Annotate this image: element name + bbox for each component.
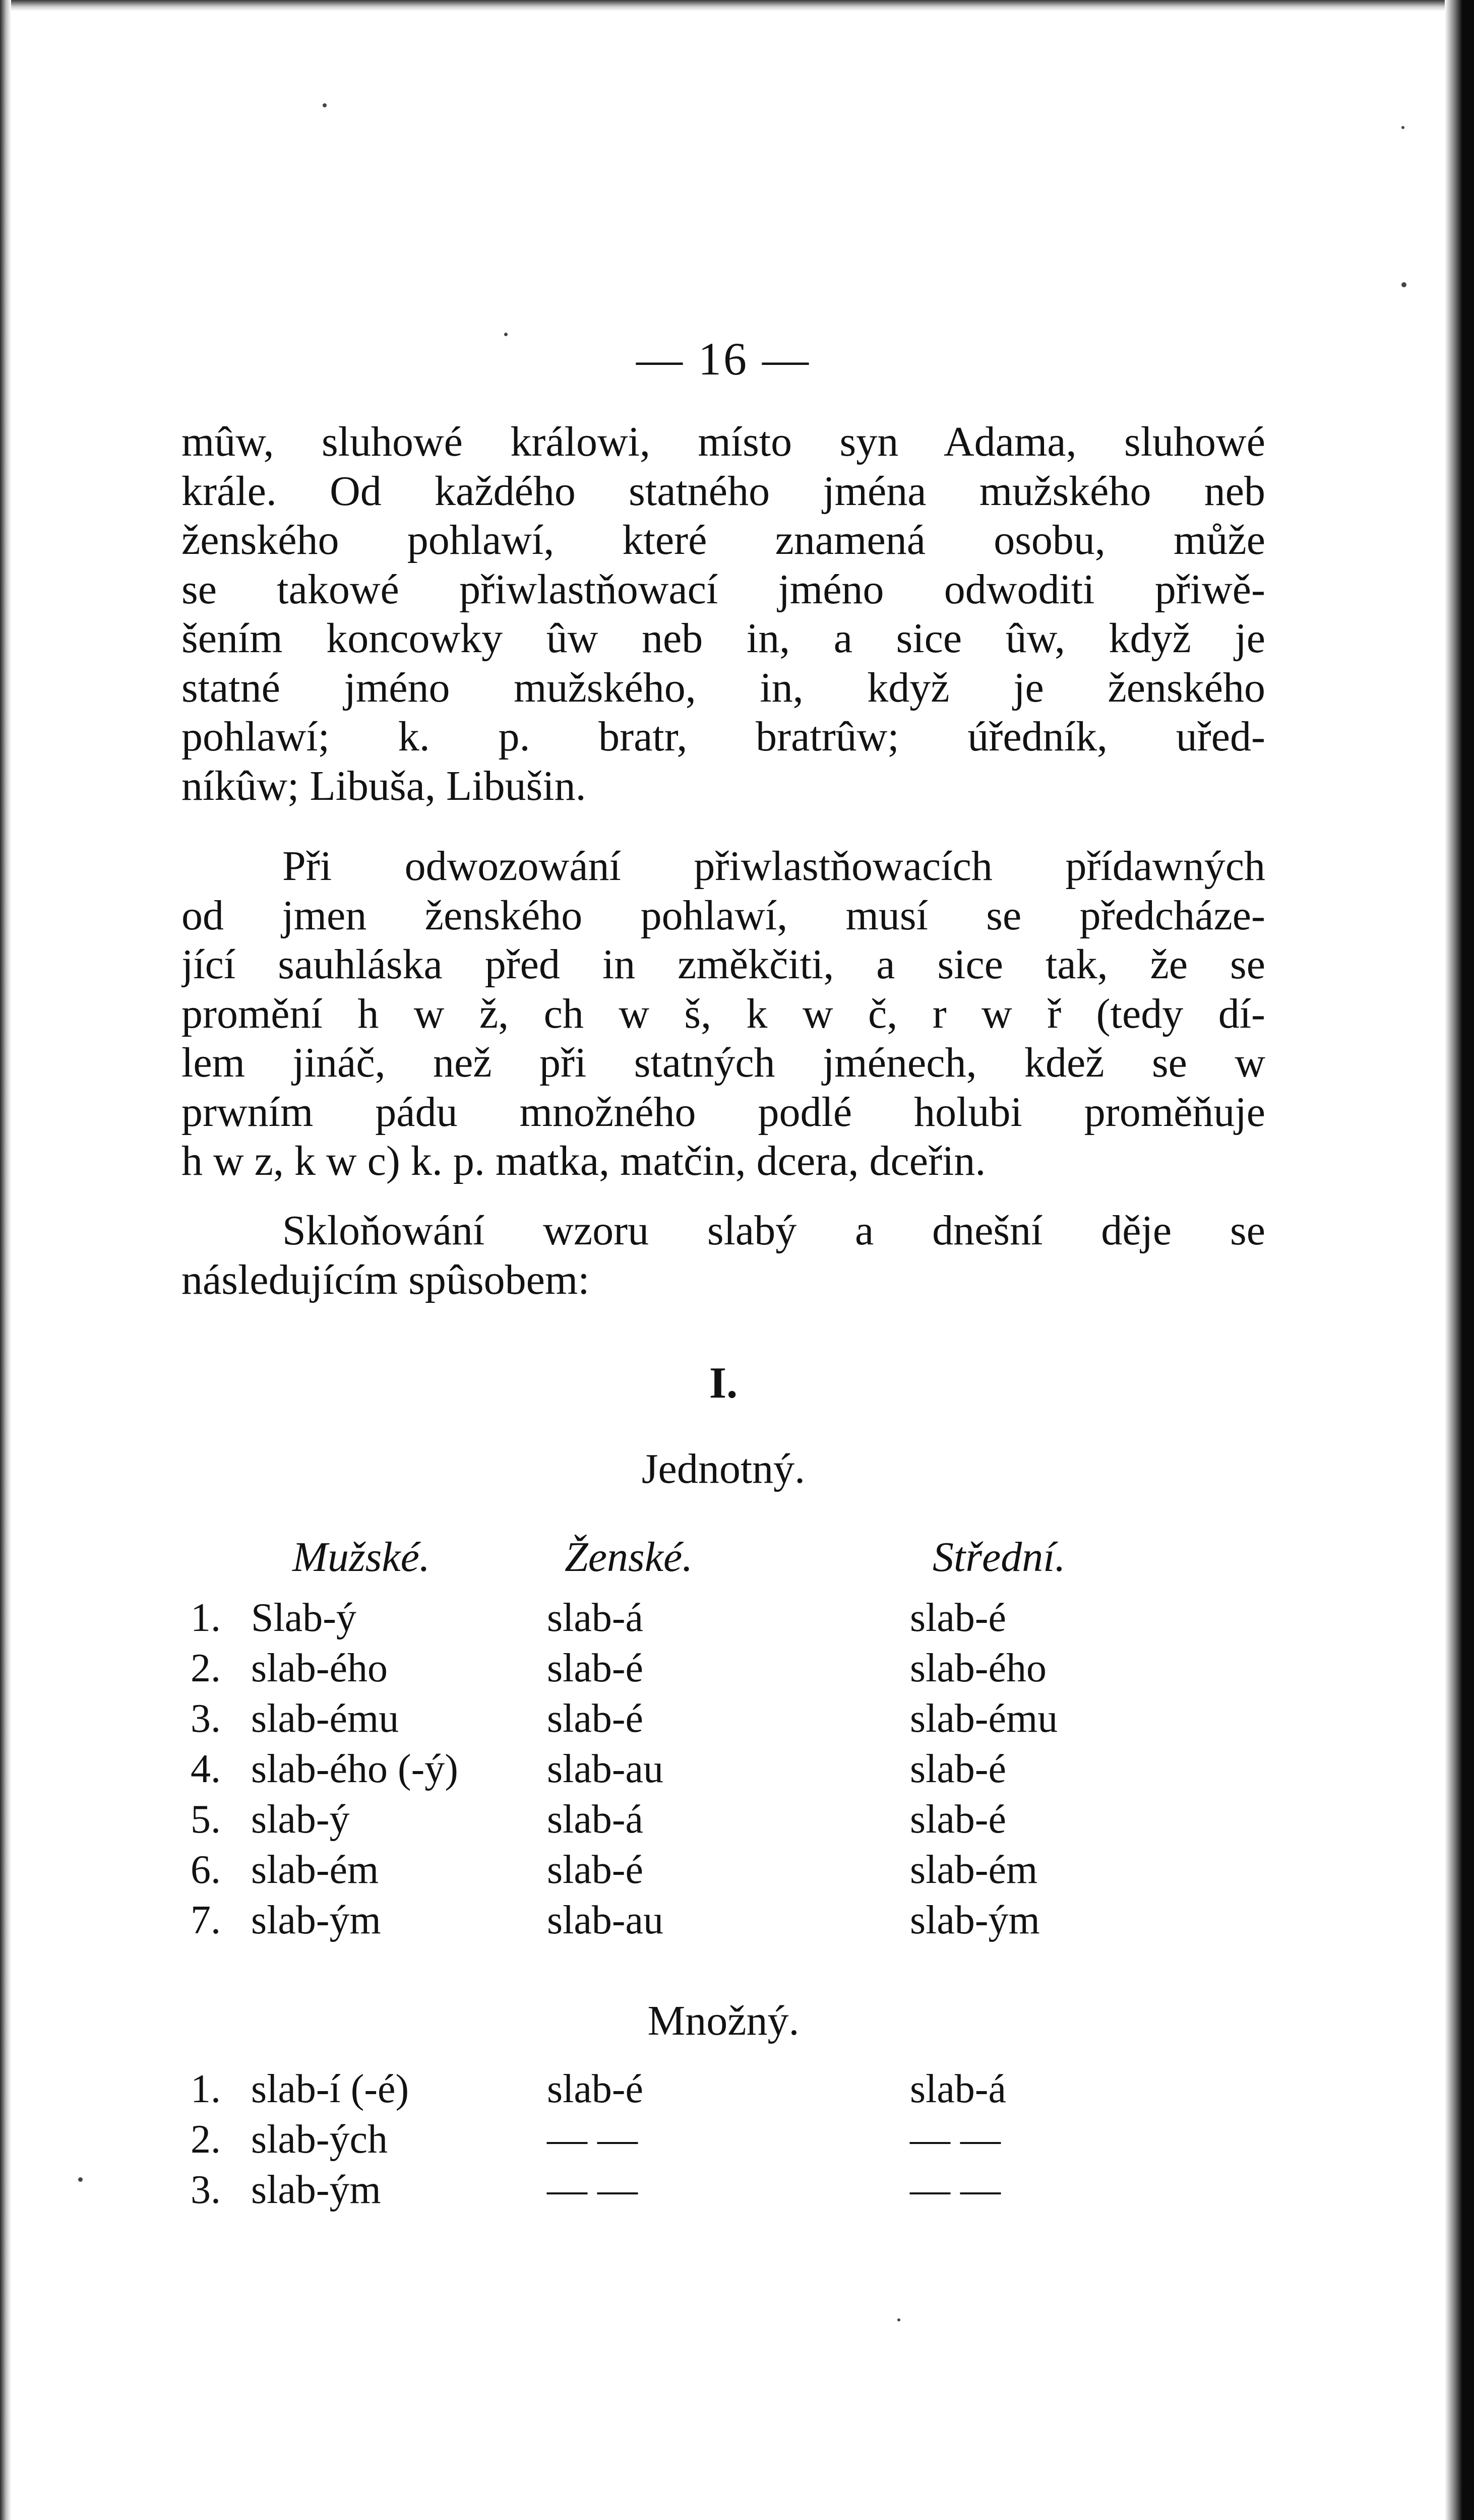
case-number: 3. — [191, 2168, 221, 2212]
text-line: jící sauhláska před in změkčiti, a sice tak, že se — [181, 941, 1265, 988]
table-row — [181, 1643, 1265, 1693]
feminine-form: slab-á — [547, 1797, 644, 1842]
neuter-form: slab-ému — [910, 1696, 1058, 1741]
masculine-form: slab-ý — [251, 1797, 350, 1842]
case-number: 6. — [191, 1848, 221, 1892]
feminine-form: — — — [547, 2117, 638, 2162]
plural-declension-table — [181, 2064, 1265, 2215]
singular-heading: Jednotný. — [641, 1445, 806, 1492]
table-row — [181, 1895, 1265, 1945]
neuter-form: slab-ého — [910, 1646, 1047, 1690]
case-number: 1. — [191, 2067, 221, 2111]
text-line: lem jináč, než při statných jménech, kdež se w — [181, 1039, 1265, 1086]
masculine-form: slab-í (-é) — [251, 2067, 409, 2111]
masculine-form: slab-ému — [251, 1696, 399, 1741]
text-line: mûw, sluhowé králowi, místo syn Adama, sluhowé — [181, 418, 1265, 465]
text-line: se takowé přiwlastňowací jméno odwoditi přiwě- — [181, 565, 1265, 613]
page-top-edge — [0, 0, 1474, 11]
page-number: — 16 — — [636, 333, 811, 385]
case-number: 2. — [191, 1646, 221, 1690]
neuter-form: — — — [910, 2117, 1001, 2162]
header-feminine: Ženské. — [565, 1534, 693, 1581]
neuter-form: slab-ým — [910, 1898, 1040, 1942]
masculine-form: slab-ým — [251, 1898, 381, 1942]
text-line: Při odwozowání přiwlastňowacích přídawných — [282, 843, 1265, 890]
feminine-form: slab-au — [547, 1898, 664, 1942]
case-number: 1. — [191, 1596, 221, 1640]
text-line: statné jméno mužského, in, když je ženského — [181, 664, 1265, 711]
neuter-form: slab-é — [910, 1596, 1007, 1640]
feminine-form: slab-é — [547, 2067, 644, 2111]
text-line: h w z, k w c) k. p. matka, matčin, dcera, dceřin. — [181, 1138, 986, 1184]
feminine-form: slab-é — [547, 1848, 644, 1892]
section-heading: I. — [709, 1359, 738, 1408]
page-left-edge — [0, 0, 11, 2520]
case-number: 7. — [191, 1898, 221, 1942]
paragraph-possessive-adjectives — [181, 417, 1265, 810]
table-row — [181, 2114, 1265, 2165]
neuter-form: — — — [910, 2168, 1001, 2212]
case-number: 3. — [191, 1696, 221, 1741]
text-line: promění h w ž, ch w š, k w č, r w ř (tedy dí- — [181, 990, 1265, 1037]
feminine-form: slab-á — [547, 1596, 644, 1640]
masculine-form: slab-ém — [251, 1848, 379, 1892]
neuter-form: slab-ém — [910, 1848, 1038, 1892]
feminine-form: slab-é — [547, 1696, 644, 1741]
neuter-form: slab-é — [910, 1747, 1007, 1791]
table-row — [181, 1693, 1265, 1744]
feminine-form: slab-au — [547, 1747, 664, 1791]
case-number: 2. — [191, 2117, 221, 2162]
masculine-form: slab-ých — [251, 2117, 388, 2162]
neuter-form: slab-á — [910, 2067, 1007, 2111]
masculine-form: slab-ým — [251, 2168, 381, 2212]
neuter-form: slab-é — [910, 1797, 1007, 1842]
feminine-form: — — — [547, 2168, 638, 2212]
text-line: následujícím spûsobem: — [181, 1256, 590, 1303]
table-row — [181, 1744, 1265, 1794]
text-line: prwním pádu množného podlé holubi proměňuje — [181, 1088, 1265, 1136]
text-line: Skloňowání wzoru slabý a dnešní děje se — [282, 1207, 1265, 1254]
case-number: 4. — [191, 1747, 221, 1791]
declension-column-headers — [181, 1532, 1265, 1583]
page-right-edge — [1445, 0, 1474, 2520]
text-line: ženského pohlawí, které znamená osobu, může — [181, 517, 1265, 563]
header-masculine: Mužské. — [292, 1534, 430, 1581]
paragraph-declension-intro — [181, 1206, 1265, 1304]
masculine-form: slab-ého (-ý) — [251, 1747, 458, 1791]
plural-heading: Množný. — [647, 1997, 800, 2044]
text-line: od jmen ženského pohlawí, musí se předcháze- — [181, 892, 1265, 939]
paragraph-feminine-derivation — [181, 842, 1265, 1186]
feminine-form: slab-é — [547, 1646, 644, 1690]
table-row — [181, 2165, 1265, 2215]
text-line: krále. Od každého statného jména mužského neb — [181, 467, 1265, 515]
table-row — [181, 1845, 1265, 1895]
masculine-form: Slab-ý — [251, 1596, 356, 1640]
text-line: šením koncowky ûw neb in, a sice ûw, když je — [181, 615, 1265, 662]
text-line: níkûw; Libuša, Libušin. — [181, 762, 586, 809]
masculine-form: slab-ého — [251, 1646, 388, 1690]
table-row — [181, 1794, 1265, 1845]
table-row — [181, 1593, 1265, 1643]
case-number: 5. — [191, 1797, 221, 1842]
text-line: pohlawí; k. p. bratr, bratrûw; úředník, uřed- — [181, 713, 1265, 760]
singular-declension-table — [181, 1593, 1265, 1945]
header-neuter: Střední. — [933, 1534, 1066, 1581]
table-row — [181, 2064, 1265, 2114]
